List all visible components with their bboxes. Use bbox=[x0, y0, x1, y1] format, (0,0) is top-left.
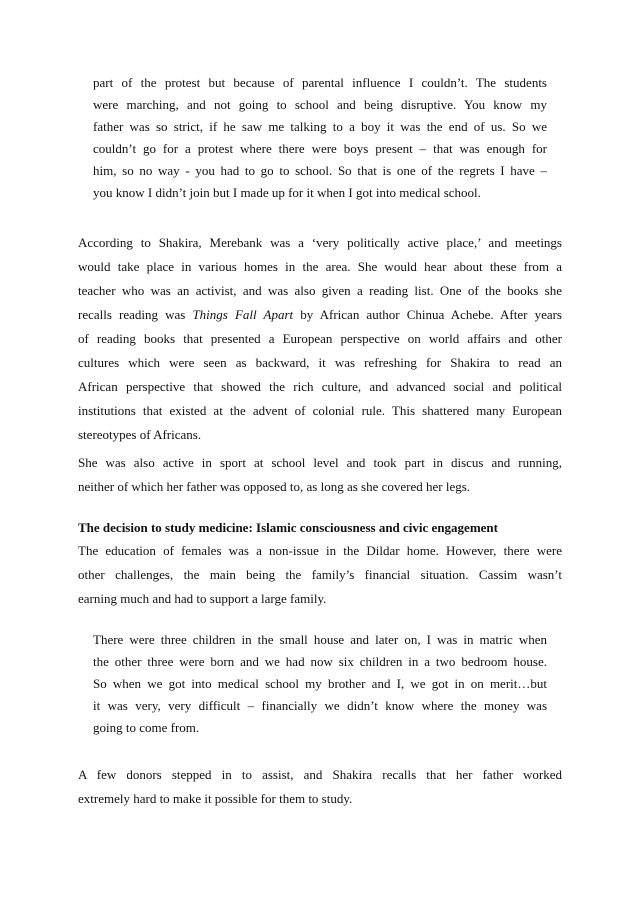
paragraph-education bbox=[78, 539, 562, 611]
paragraph-text: recalls reading was bbox=[78, 307, 193, 322]
quote-line: him, so no way - you had to go to school. So that is one of the regrets I have – bbox=[93, 163, 547, 178]
paragraph-line: extremely hard to make it possible for them to study. bbox=[78, 791, 353, 806]
paragraph-line: neither of which her father was opposed to, as long as she covered her legs. bbox=[78, 479, 471, 494]
quote-line: were marching, and not going to school and being disruptive. You know my bbox=[93, 97, 547, 112]
paragraph-line: other challenges, the main being the family’s financial situation. Cassim wasn’t bbox=[78, 567, 562, 582]
quote-line: the other three were born and we had now six children in a two bedroom house. bbox=[93, 654, 547, 669]
paragraph-text: by African author Chinua Achebe. After years bbox=[293, 307, 562, 322]
paragraph-line: teacher who was an activist, and was also given a reading list. One of the books she bbox=[78, 283, 562, 298]
paragraph-line: would take place in various homes in the area. She would hear about these from a bbox=[78, 259, 562, 274]
quote-line: So when we got into medical school my brother and I, we got in on merit…but bbox=[93, 676, 547, 691]
quote-line: you know I didn’t join but I made up for it when I got into medical school. bbox=[93, 185, 481, 200]
paragraph-merebank bbox=[78, 231, 562, 447]
paragraph-line: earning much and had to support a large family. bbox=[78, 591, 327, 606]
book-title: Things Fall Apart bbox=[192, 307, 294, 322]
paragraph-line bbox=[78, 303, 562, 327]
paragraph-line: She was also active in sport at school level and took part in discus and running, bbox=[78, 455, 562, 470]
paragraph-line: African perspective that showed the rich culture, and advanced social and political bbox=[78, 379, 562, 394]
paragraph-line: The education of females was a non-issue in the Dildar home. However, there were bbox=[78, 543, 562, 558]
paragraph-line: cultures which were seen as backward, it was refreshing for Shakira to read an bbox=[78, 355, 562, 370]
quote-line: part of the protest but because of parental influence I couldn’t. The students bbox=[93, 75, 547, 90]
block-quote-protest bbox=[93, 72, 547, 204]
paragraph-sport bbox=[78, 451, 562, 499]
paragraph-line: According to Shakira, Merebank was a ‘very politically active place,’ and meetings bbox=[78, 235, 562, 250]
quote-line: father was so strict, if he saw me talking to a boy it was the end of us. So we bbox=[93, 119, 547, 134]
quote-line: There were three children in the small house and later on, I was in matric when bbox=[93, 632, 547, 647]
quote-line: going to come from. bbox=[93, 720, 200, 735]
quote-line: it was very, very difficult – financially we didn’t know where the money was bbox=[93, 698, 547, 713]
block-quote-children bbox=[93, 629, 547, 739]
paragraph-line: A few donors stepped in to assist, and Shakira recalls that her father worked bbox=[78, 767, 562, 782]
quote-line: couldn’t go for a protest where there were boys present – that was enough for bbox=[93, 141, 547, 156]
paragraph-donors bbox=[78, 763, 562, 811]
paragraph-line: of reading books that presented a European perspective on world affairs and other bbox=[78, 331, 562, 346]
section-heading: The decision to study medicine: Islamic consciousness and civic engagement bbox=[78, 520, 498, 535]
paragraph-line: stereotypes of Africans. bbox=[78, 427, 202, 442]
paragraph-line: institutions that existed at the advent of colonial rule. This shattered many European bbox=[78, 403, 562, 418]
